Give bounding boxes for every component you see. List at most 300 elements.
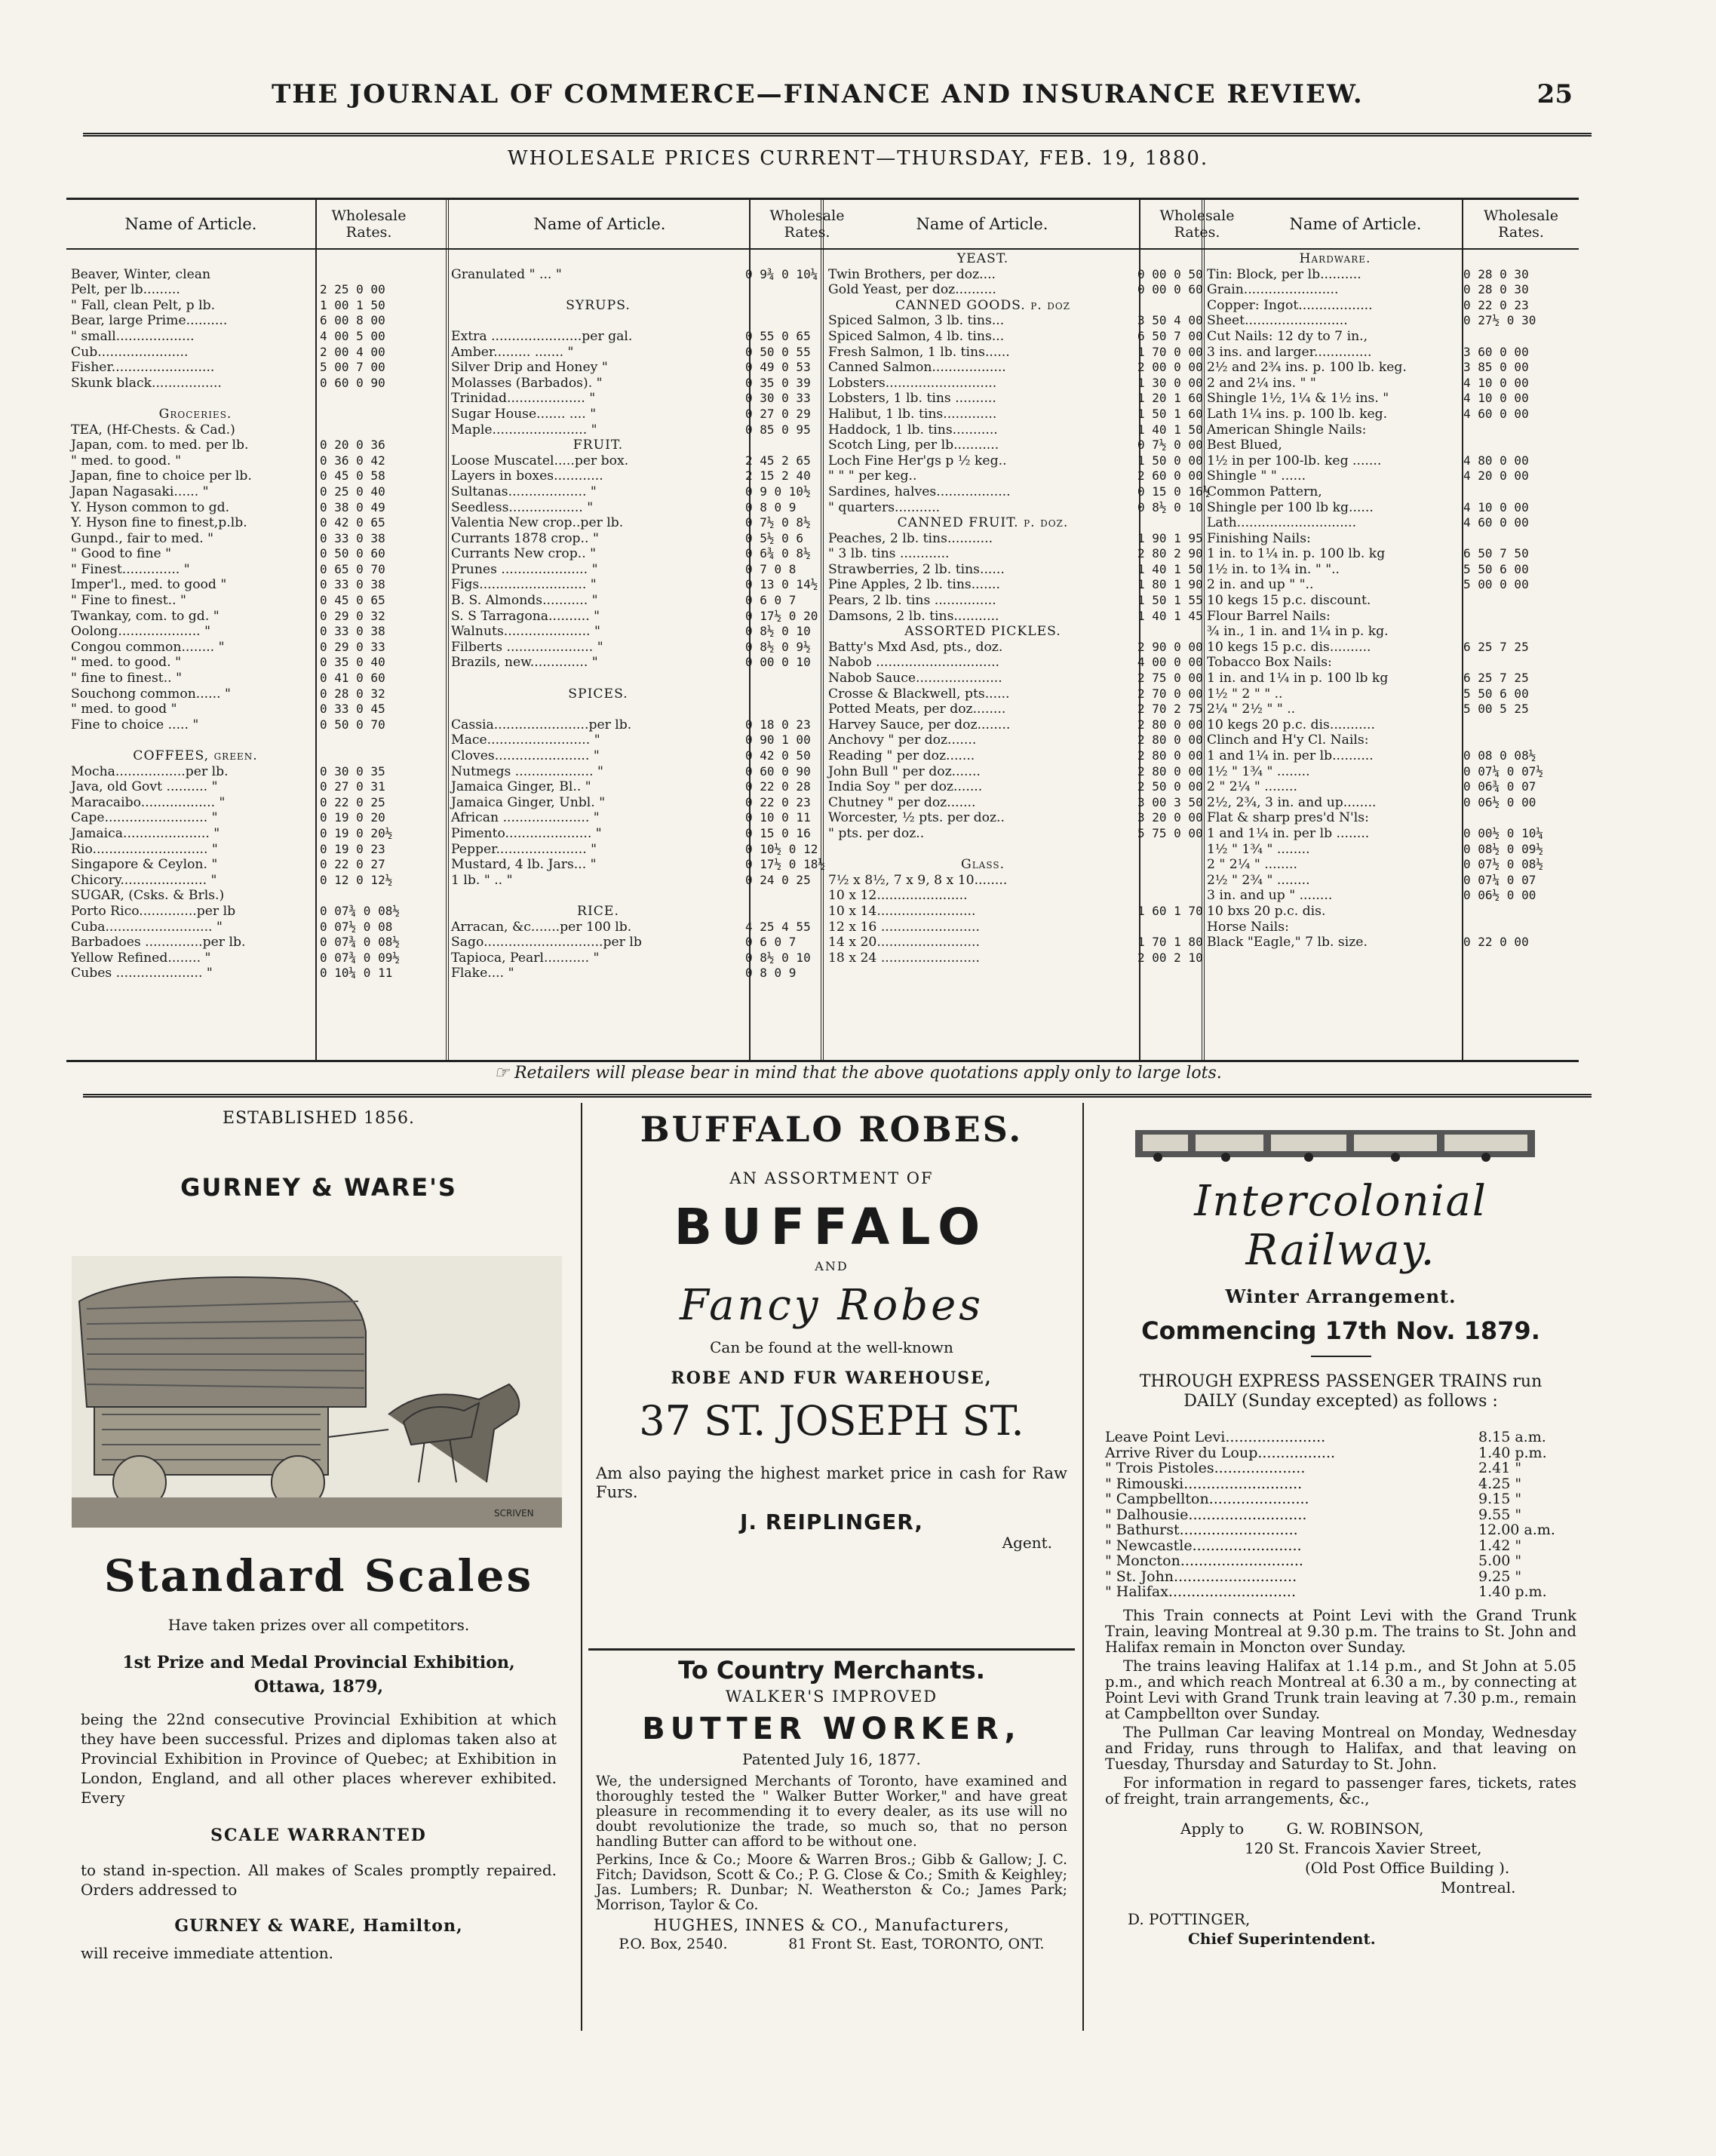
- wholesale-rate: 2 00 2 10: [1137, 950, 1203, 965]
- wholesale-rate: 5 50 6 00: [1463, 686, 1529, 701]
- table-row: [451, 609, 819, 625]
- railway-title: Intercolonial Railway.: [1194, 1177, 1487, 1275]
- table-row: [828, 624, 1199, 640]
- col3-rates-header: Wholesale Rates.: [1159, 207, 1235, 241]
- wholesale-rate: 5 00 0 00: [1463, 577, 1529, 592]
- article-name: Prunes ..................... ": [451, 561, 598, 577]
- article-name: Beaver, Winter, clean: [71, 266, 211, 282]
- wholesale-rate: 4 00 0 00: [1137, 655, 1203, 670]
- timetable-row: [1105, 1476, 1569, 1492]
- article-name: Peaches, 2 lb. tins...........: [828, 530, 993, 546]
- article-name: Molasses (Barbados). ": [451, 375, 603, 391]
- article-name: SUGAR, (Csks. & Brls.): [71, 888, 225, 904]
- wholesale-rate: 0 45 0 58: [320, 468, 385, 484]
- table-row: [451, 748, 819, 764]
- table-row: [828, 888, 1199, 904]
- article-name: Canned Salmon..................: [828, 360, 1006, 376]
- assortment-line: AN ASSORTMENT OF: [729, 1169, 934, 1187]
- wholesale-rate: [1137, 515, 1199, 531]
- wholesale-rate: 2 75 0 00: [1137, 671, 1203, 686]
- col2-rates-header: Wholesale Rates.: [769, 207, 845, 241]
- table-row: [1207, 888, 1576, 904]
- article-name: Rio............................ ": [71, 841, 218, 857]
- table-row: [1207, 732, 1576, 748]
- table-row: [1207, 468, 1576, 484]
- table-row: [71, 515, 445, 531]
- article-name: TEA, (Hf-Chests. & Cad.): [71, 422, 235, 438]
- station: " Dalhousie..........................: [1105, 1506, 1307, 1523]
- agent-office: (Old Post Office Building ).: [1305, 1858, 1510, 1877]
- timetable-row: [1105, 1445, 1569, 1461]
- table-row: [451, 764, 819, 780]
- wholesale-rate: 3 50 4 00: [1137, 313, 1203, 328]
- article-name: Seedless.................. ": [451, 499, 594, 515]
- table-row: [71, 624, 445, 640]
- article-name: SYRUPS.: [566, 297, 631, 313]
- table-row: [71, 702, 445, 717]
- article-name: 2 in. and up " "..: [1207, 577, 1314, 593]
- article-name: 10 kegs 15 p.c. discount.: [1207, 593, 1371, 609]
- article-name: Extra ......................per gal.: [451, 328, 633, 344]
- table-row: [451, 407, 819, 422]
- table-row: [828, 950, 1203, 966]
- wholesale-rate: [1137, 624, 1199, 640]
- wholesale-rate: 2 80 0 00: [1137, 763, 1203, 779]
- table-row: [828, 702, 1203, 717]
- table-row: [1207, 531, 1576, 547]
- table-row: [451, 546, 819, 562]
- wholesale-rate: 0 50 0 55: [745, 344, 811, 359]
- standard-scales-title: Standard Scales: [103, 1550, 534, 1602]
- table-row: [71, 468, 445, 484]
- wholesale-rate: 0 30 0 35: [320, 763, 385, 779]
- article-name: 1 lb. " .. ": [451, 872, 513, 888]
- article-name: Fine to choice ..... ": [71, 717, 199, 732]
- table-row: [451, 376, 819, 392]
- table-row: [1207, 702, 1576, 717]
- railway-para-4: For information in regard to passenger fares, tickets, rates of freight, train arrangements, &c.,: [1105, 1774, 1576, 1807]
- through-trains: THROUGH EXPRESS PASSENGER TRAINS run DAILY (Sunday excepted) as follows :: [1139, 1372, 1543, 1411]
- table-row: [71, 391, 445, 407]
- article-name: Cut Nails: 12 dy to 7 in.,: [1207, 328, 1368, 344]
- time: 9.15 ": [1478, 1491, 1522, 1507]
- wholesale-rate: [745, 251, 819, 267]
- wholesale-rate: [745, 888, 819, 904]
- table-row: [71, 732, 445, 748]
- article-name: Loch Fine Her'gs p ½ keg..: [828, 453, 1007, 468]
- table-row: [71, 935, 445, 951]
- article-name: Silver Drip and Honey ": [451, 360, 608, 376]
- time: 5.00 ": [1478, 1553, 1522, 1569]
- article-name: Tobacco Box Nails:: [1207, 655, 1332, 671]
- table-row: [451, 779, 819, 795]
- article-name: B. S. Almonds........... ": [451, 593, 598, 609]
- table-row: [71, 546, 445, 562]
- table-row: [71, 577, 445, 593]
- wholesale-rate: [1137, 920, 1199, 935]
- table-row: [1207, 764, 1576, 780]
- table-row: [1207, 391, 1576, 407]
- wholesale-rate: [320, 732, 445, 748]
- table-row: [828, 577, 1203, 593]
- table-row: [451, 904, 819, 920]
- article-name: 7½ x 8½, 7 x 9, 8 x 10........: [828, 872, 1008, 888]
- running-head: [0, 79, 1716, 117]
- railway-para-3: The Pullman Car leaving Montreal on Monday, Wednesday and Friday, runs through to Halifax, and that leaving on Tuesday, Thursday and Saturday to St. John.: [1105, 1723, 1576, 1773]
- wholesale-rate: 0 35 0 40: [320, 655, 385, 670]
- wholesale-rate: 2 00 4 00: [320, 344, 385, 359]
- article-name: Flat & sharp pres'd N'ls:: [1207, 810, 1369, 826]
- wholesale-rate: [1463, 920, 1576, 935]
- article-name: 3 ins. and larger..............: [1207, 344, 1372, 360]
- article-name: Granulated " ... ": [451, 266, 562, 282]
- article-name: Nabob Sauce.....................: [828, 671, 1002, 686]
- table-row: [451, 857, 825, 873]
- article-name: Spiced Salmon, 4 lb. tins...: [828, 328, 1005, 344]
- article-name: Amber......... ....... ": [451, 344, 574, 360]
- timetable-row: [1105, 1460, 1569, 1476]
- table-row: [1207, 500, 1576, 516]
- wholesale-rate: 0 8½ 0 9½: [745, 639, 811, 654]
- wholesale-rate: 0 36 0 42: [320, 453, 385, 468]
- table-row: [828, 453, 1203, 469]
- table-row: [451, 391, 819, 407]
- table-row: [451, 251, 819, 267]
- time: 1.40 p.m.: [1478, 1444, 1547, 1461]
- wholesale-rate: 4 10 0 00: [1463, 375, 1529, 390]
- wholesale-rate: 5 50 6 00: [1463, 561, 1529, 576]
- article-name: Gunpd., fair to med. ": [71, 530, 214, 546]
- table-row: [71, 407, 445, 422]
- wholesale-rate: 4 60 0 00: [1463, 515, 1529, 530]
- timetable: [1105, 1430, 1569, 1600]
- article-name: Souchong common...... ": [71, 686, 231, 702]
- article-name: Oolong.................... ": [71, 624, 210, 640]
- article-name: 1½ in. to 1¾ in. " "..: [1207, 561, 1340, 577]
- table-row: [71, 422, 445, 438]
- warehouse-address: 37 ST. JOSEPH ST.: [639, 1397, 1024, 1445]
- apply-to: Apply to: [1180, 1819, 1245, 1838]
- wholesale-rate: 0 00 0 60: [1137, 282, 1203, 297]
- wholesale-rate: [745, 904, 819, 920]
- table-row: [828, 344, 1203, 361]
- table-row: [828, 842, 1199, 858]
- article-name: Shingle 1½, 1¼ & 1½ ins. ": [1207, 391, 1389, 407]
- table-row: [1207, 267, 1576, 283]
- wholesale-rate: 0 28 0 32: [320, 686, 385, 701]
- table-row: [71, 360, 445, 376]
- article-name: [71, 391, 320, 407]
- wholesale-rate: 0 8½ 0 10: [745, 950, 811, 965]
- superintendent-name: D. POTTINGER,: [1128, 1909, 1251, 1928]
- wholesale-rate: 1 50 1 60: [1137, 406, 1203, 421]
- article-name: Tin: Block, per lb..........: [1207, 266, 1361, 282]
- advert-divider: [1082, 1103, 1084, 2031]
- article-name: SPICES.: [568, 686, 628, 702]
- table-row: [828, 546, 1203, 562]
- table-row: [451, 655, 819, 671]
- article-name: Y. Hyson fine to finest,p.lb.: [71, 515, 247, 531]
- article-name: " small...................: [71, 328, 195, 344]
- table-row: [451, 329, 819, 345]
- timetable-row: [1105, 1584, 1569, 1600]
- article-name: 2½, 2¾, 3 in. and up........: [1207, 794, 1377, 810]
- article-name: Reading " per doz.......: [828, 748, 975, 763]
- table-row: [451, 438, 819, 453]
- fancy-robes: Fancy Robes: [680, 1281, 984, 1330]
- wholesale-rate: 0 35 0 39: [745, 375, 811, 390]
- article-name: 2½ and 2¾ ins. p. 100 lb. keg.: [1207, 360, 1407, 376]
- wholesale-rate: 2 00 0 00: [1137, 360, 1203, 375]
- article-name: Shingle per 100 lb kg......: [1207, 499, 1374, 515]
- article-name: Skunk black.................: [71, 375, 222, 391]
- table-row: [1207, 360, 1576, 376]
- article-name: Fisher.........................: [71, 360, 215, 376]
- article-name: Singapore & Ceylon. ": [71, 857, 218, 873]
- article-name: 3 in. and up " ........: [1207, 888, 1333, 904]
- article-name: Mustard, 4 lb. Jars... ": [451, 857, 597, 873]
- wholesale-rate: 0 17½ 0 20: [745, 608, 818, 623]
- article-name: African ..................... ": [451, 810, 600, 826]
- po-box: P.O. Box, 2540.: [619, 1936, 728, 1952]
- wholesale-rate: [1137, 857, 1199, 873]
- wholesale-rate: 0 22 0 00: [1463, 935, 1529, 950]
- table-row: [828, 608, 1203, 625]
- table-row: [451, 873, 819, 889]
- medal-line: 1st Prize and Medal Provincial Exhibition, Ottawa, 1879,: [122, 1653, 515, 1697]
- table-row: [828, 484, 1211, 500]
- article-name: Yellow Refined........ ": [71, 950, 211, 966]
- wholesale-rate: 0 28 0 30: [1463, 266, 1529, 281]
- wholesale-rate: 0 07¾ 0 08½: [320, 903, 400, 918]
- table-row: [1207, 546, 1576, 562]
- article-name: 1½ " 2 " " ..: [1207, 686, 1283, 702]
- wholesale-rate: [1463, 422, 1576, 438]
- station: " St. John...........................: [1105, 1568, 1297, 1585]
- wholesale-rate: 0 00 0 10: [745, 655, 811, 670]
- table-row: [451, 624, 819, 640]
- article-name: Layers in boxes............: [451, 468, 603, 484]
- wholesale-rate: 4 00 5 00: [320, 328, 385, 343]
- wholesale-rate: 0 90 1 00: [745, 732, 811, 748]
- table-row: [1207, 407, 1576, 422]
- wholesale-rate: [320, 267, 445, 283]
- table-row: [1207, 453, 1576, 469]
- wholesale-rate: 0 22 0 27: [320, 857, 385, 872]
- article-name: Hardware.: [1299, 251, 1371, 266]
- article-name: Mocha.................per lb.: [71, 763, 229, 779]
- table-row: [828, 561, 1203, 578]
- wholesale-rate: 4 10 0 00: [1463, 499, 1529, 514]
- table-row: [451, 702, 819, 717]
- article-name: Common Pattern,: [1207, 484, 1322, 499]
- table-row: [1207, 717, 1576, 733]
- table-row: [71, 562, 445, 578]
- article-name: Pears, 2 lb. tins ...............: [828, 593, 996, 609]
- raw-furs-line: Am also paying the highest market price in cash for Raw Furs.: [596, 1464, 1067, 1501]
- wholesale-rate: [1137, 298, 1199, 314]
- table-row: [1207, 298, 1576, 314]
- top-rule: [83, 133, 1592, 137]
- wholesale-rate: 0 33 0 38: [320, 624, 385, 639]
- wholesale-rate: 3 00 3 50: [1137, 794, 1203, 809]
- wholesale-rate: 1 80 1 90: [1137, 577, 1203, 592]
- table-row: [1207, 376, 1576, 392]
- station: " Moncton...........................: [1105, 1553, 1303, 1569]
- table-row: [71, 438, 445, 453]
- wholesale-rate: 0 07¾ 0 09½: [320, 950, 400, 965]
- article-name: Twankay, com. to gd. ": [71, 608, 219, 624]
- time: 9.25 ": [1478, 1568, 1522, 1585]
- wholesale-rate: [1463, 609, 1576, 625]
- wholesale-rate: [320, 422, 445, 438]
- buffalo-robes-title: BUFFALO ROBES.: [640, 1109, 1024, 1150]
- price-column-4: [1207, 251, 1576, 951]
- table-row: [451, 717, 819, 733]
- table-row: [451, 422, 819, 438]
- article-name: 1 in. to 1¼ in. p. 100 lb. kg: [1207, 546, 1386, 562]
- wholesale-rate: 0 9 0 10½: [745, 484, 811, 499]
- scales-body: being the 22nd consecutive Provincial Exhibition at which they have been successful. Prizes and diplomas taken also at Provincial Exhibition in Province of Quebec; at Exhibition in London, England, and all other places wherever exhibited. Every: [81, 1710, 557, 1807]
- wholesale-rate: [1463, 732, 1576, 748]
- table-row: [1207, 873, 1576, 889]
- wholesale-rate: 0 8 0 9: [745, 966, 797, 981]
- time: 1.42 ": [1478, 1537, 1522, 1554]
- table-row: [1207, 748, 1576, 764]
- wholesale-rate: 5 75 0 00: [1137, 825, 1203, 840]
- table-row: [451, 966, 819, 981]
- time: 8.15 a.m.: [1478, 1429, 1546, 1445]
- article-name: Best Blued,: [1207, 438, 1282, 453]
- agent-street: 120 St. Francois Xavier Street,: [1245, 1838, 1482, 1857]
- wholesale-rate: 0 29 0 33: [320, 639, 385, 654]
- station: " Newcastle........................: [1105, 1537, 1302, 1554]
- article-name: Clinch and H'y Cl. Nails:: [1207, 732, 1369, 748]
- wholesale-rate: 6 50 7 00: [1137, 328, 1203, 343]
- article-name: Cape......................... ": [71, 810, 218, 826]
- article-name: " " " per keg..: [828, 468, 917, 484]
- wholesale-rate: 6 25 7 25: [1463, 639, 1529, 654]
- wholesale-rate: 0 22 0 23: [1463, 297, 1529, 312]
- article-name: Jamaica Ginger, Unbl. ": [451, 794, 606, 810]
- article-name: Lobsters, 1 lb. tins ..........: [828, 391, 996, 407]
- article-name: " med. to good. ": [71, 655, 182, 671]
- table-row: [71, 313, 445, 329]
- wholesale-rate: 1 40 1 50: [1137, 561, 1203, 576]
- article-name: Spiced Salmon, 3 lb. tins...: [828, 313, 1005, 329]
- wholesale-rate: 4 20 0 00: [1463, 468, 1529, 484]
- wholesale-rate: 2 70 2 75: [1137, 702, 1203, 717]
- table-row: [451, 282, 819, 298]
- wholesale-rate: 2 80 0 00: [1137, 717, 1203, 732]
- railway-train-engraving: [1135, 1124, 1535, 1163]
- timetable-row: [1105, 1522, 1569, 1538]
- table-row: [1207, 655, 1576, 671]
- article-name: Lath.............................: [1207, 515, 1357, 531]
- wholesale-rate: 0 22 0 28: [745, 779, 811, 794]
- article-name: Sugar House....... .... ": [451, 406, 597, 422]
- wholesale-rate: 0 55 0 65: [745, 328, 811, 343]
- article-name: CANNED FRUIT. p. doz.: [897, 515, 1069, 531]
- article-name: " med. to good ": [71, 702, 177, 717]
- table-row: [71, 609, 445, 625]
- wholesale-rate: 2 25 0 00: [320, 282, 385, 297]
- article-name: " Fall, clean Pelt, p lb.: [71, 297, 216, 313]
- article-name: [451, 251, 745, 267]
- table-row: [1207, 640, 1576, 656]
- found-line: Can be found at the well-known: [710, 1338, 953, 1356]
- article-name: Finishing Nails:: [1207, 530, 1311, 546]
- reiplinger-name: J. REIPLINGER,: [740, 1510, 923, 1534]
- time: 4.25 ": [1478, 1475, 1522, 1492]
- article-name: Pepper...................... ": [451, 841, 597, 857]
- wholesale-rate: 3 85 0 00: [1463, 360, 1529, 375]
- article-name: Jamaica Ginger, Bl.. ": [451, 779, 591, 795]
- table-row: [828, 499, 1203, 516]
- table-row: [828, 873, 1199, 889]
- table-row: [828, 422, 1203, 438]
- butter-worker: BUTTER WORKER,: [642, 1712, 1021, 1746]
- table-row: [451, 531, 819, 547]
- wholesale-rate: 0 6¾ 0 8½: [745, 546, 811, 561]
- table-row: [71, 857, 445, 873]
- article-name: CANNED GOODS. p. doz: [895, 297, 1070, 313]
- wholesale-rate: 0 10½ 0 12: [745, 841, 818, 856]
- table-row: [71, 531, 445, 547]
- street-address: 81 Front St. East, TORONTO, ONT.: [788, 1936, 1045, 1952]
- patent-line: Patented July 16, 1877.: [742, 1750, 921, 1768]
- article-name: Chutney " per doz.......: [828, 794, 976, 810]
- article-name: [828, 842, 1137, 858]
- article-name: Java, old Govt .......... ": [71, 779, 218, 795]
- pointing-hand-icon: ☞: [494, 1064, 514, 1083]
- table-row: [451, 313, 819, 329]
- table-row: [71, 267, 445, 283]
- station: " Rimouski..........................: [1105, 1475, 1303, 1492]
- attention-line: will receive immediate attention.: [81, 1944, 333, 1962]
- article-name: Nutmegs ................... ": [451, 763, 603, 779]
- table-row: [1207, 438, 1576, 453]
- butter-body: We, the undersigned Merchants of Toronto, have examined and thoroughly tested the " Walker Butter Worker," and have great pleasure in recommending it to every dealer, as its use will no doubt revolutionize the trade, so much so, that no person handling Butter can afford to be without one.: [596, 1774, 1067, 1850]
- table-row: [71, 966, 445, 981]
- article-name: Damsons, 2 lb. tins...........: [828, 608, 999, 624]
- wholesale-rate: 6 50 7 50: [1463, 546, 1529, 561]
- table-row: [828, 686, 1203, 702]
- article-name: Gold Yeast, per doz..........: [828, 282, 996, 298]
- wholesale-rate: [745, 282, 819, 298]
- col2-name-header: Name of Article.: [533, 215, 666, 233]
- article-name: Japan, com. to med. per lb.: [71, 438, 249, 453]
- article-name: Worcester, ½ pts. per doz..: [828, 810, 1005, 826]
- wholesale-rate: 0 49 0 53: [745, 360, 811, 375]
- wholesale-rate: 0 85 0 95: [745, 422, 811, 437]
- article-name: 2 " 2¼ " ........: [1207, 779, 1297, 795]
- wholesale-rate: 4 25 4 55: [745, 919, 811, 934]
- article-name: 18 x 24 ........................: [828, 950, 980, 966]
- wholesale-rate: 0 50 0 70: [320, 717, 385, 732]
- wholesale-rate: [320, 888, 445, 904]
- wholesale-rate: 0 60 0 90: [745, 763, 811, 779]
- buffalo-word: BUFFALO: [674, 1198, 990, 1256]
- wholesale-rate: 0 9¾ 0 10¼: [745, 266, 818, 281]
- article-name: Batty's Mxd Asd, pts., doz.: [828, 639, 1003, 655]
- wholesale-rate: 0 07½ 0 08: [320, 919, 393, 934]
- article-name: Chicory..................... ": [71, 872, 217, 888]
- table-row: [451, 935, 819, 951]
- wholesale-rate: [1463, 438, 1576, 453]
- wholesale-rate: 0 19 0 23: [320, 841, 385, 856]
- table-row: [828, 406, 1203, 422]
